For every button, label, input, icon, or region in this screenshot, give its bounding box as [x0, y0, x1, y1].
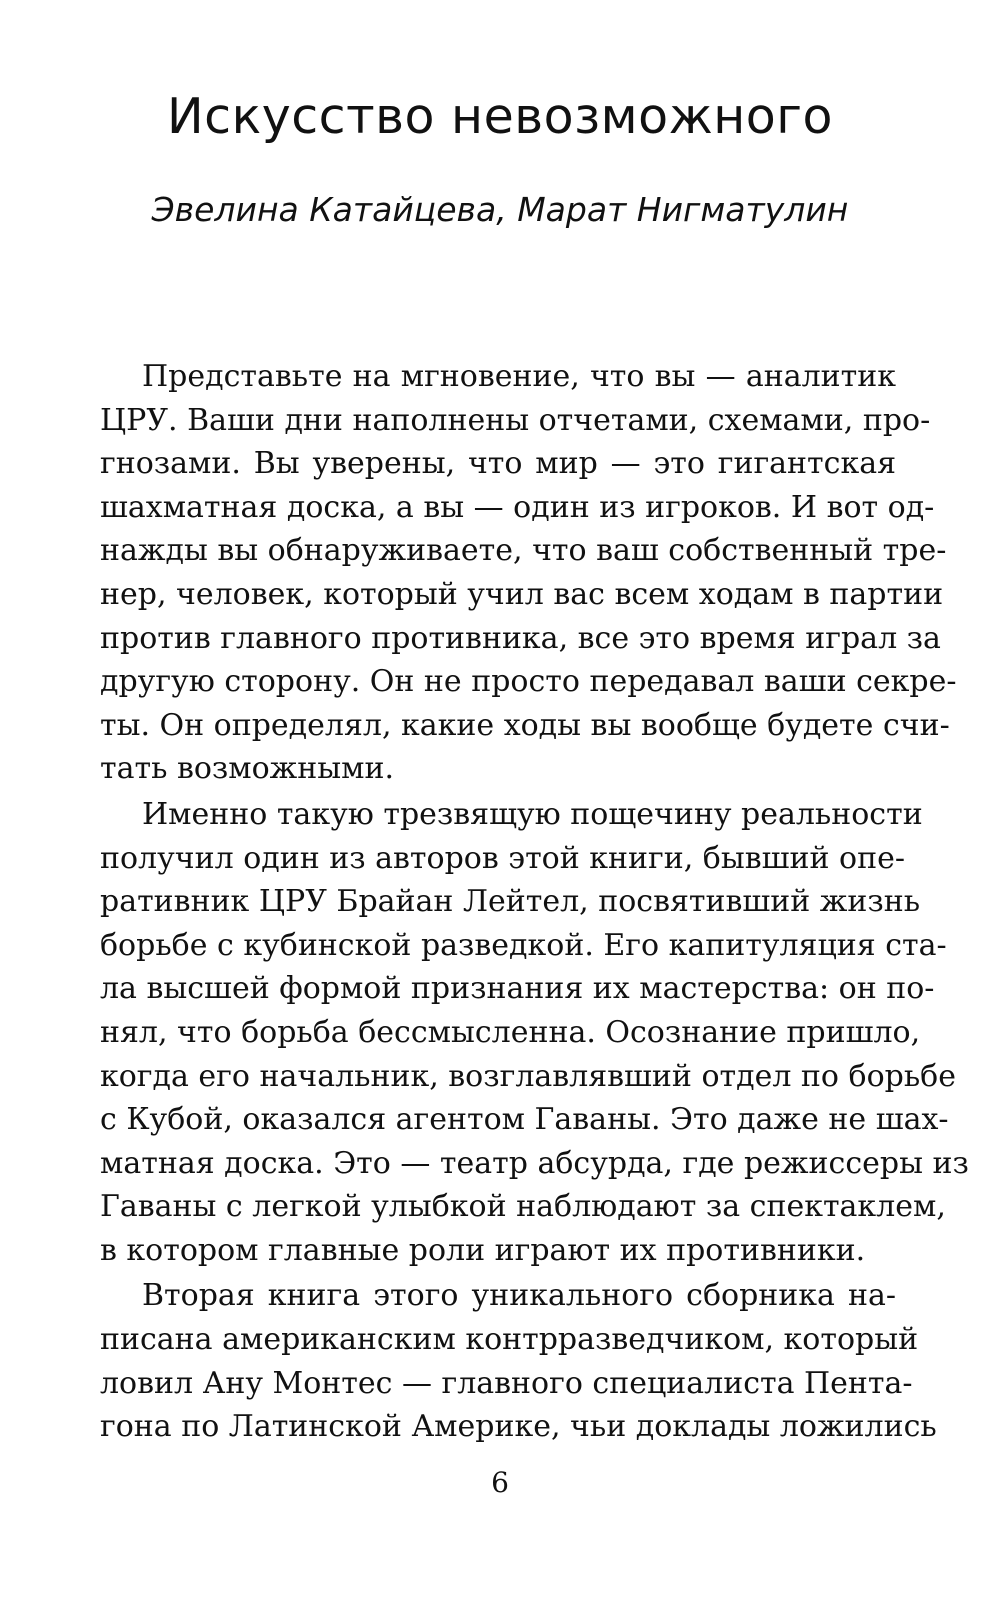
text-line: Именно такую трезвящую пощечину реальности	[142, 796, 923, 832]
text-line: ративник ЦРУ Брайан Лейтел, посвятивший жизнь	[100, 884, 921, 920]
text-line: гона по Латинской Америке, чьи доклады ложились	[100, 1409, 937, 1445]
text-line: Представьте на мгновение, что вы — аналитик	[142, 359, 896, 394]
text-line: Гаваны с легкой улыбкой наблюдают за спектаклем,	[100, 1189, 946, 1225]
chapter-title: Искусство невозможного	[167, 88, 833, 145]
text-line: шахматная доска, а вы — один из игроков. И вот од-	[100, 489, 935, 525]
text-line: Вторая книга этого уникального сборника на-	[142, 1278, 896, 1314]
text-line: получил один из авторов этой книги, бывший опе-	[100, 840, 905, 876]
text-line: с Кубой, оказался агентом Гаваны. Это даже не шах-	[100, 1102, 949, 1138]
text-line: нял, что борьба бессмысленна. Осознание пришло,	[100, 1014, 921, 1050]
text-line: ла высшей формой признания их мастерства: он по-	[100, 971, 935, 1007]
text-line: гнозами. Вы уверены, что мир — это гигантская	[100, 446, 896, 482]
text-line: тать возможными.	[100, 751, 394, 787]
page-number: 6	[491, 1466, 509, 1499]
chapter-authors: Эвелина Катайцева, Марат Нигматулин	[151, 190, 849, 229]
body-text	[100, 355, 969, 1451]
paragraph-1	[100, 355, 957, 791]
text-line: нер, человек, который учил вас всем ходам в партии	[100, 576, 944, 612]
text-line: нажды вы обнаруживаете, что ваш собственный тре-	[100, 533, 947, 569]
text-line: матная доска. Это — театр абсурда, где режиссеры из	[100, 1145, 969, 1181]
text-line: ловил Ану Монтес — главного специалиста Пента-	[100, 1365, 913, 1401]
text-line: против главного противника, все это время играл за	[100, 620, 941, 656]
text-line: борьбе с кубинской разведкой. Его капитуляция ста-	[100, 927, 947, 963]
text-line: писана американским контрразведчиком, который	[100, 1322, 919, 1358]
text-line: когда его начальник, возглавлявший отдел по борьбе	[100, 1058, 956, 1094]
text-line: ЦРУ. Ваши дни наполнены отчетами, схемами, про-	[100, 402, 931, 438]
text-line: в котором главные роли играют их противники.	[100, 1232, 866, 1268]
text-line: ты. Он определял, какие ходы вы вообще будете счи-	[100, 707, 950, 743]
text-line: другую сторону. Он не просто передавал ваши секре-	[100, 664, 957, 700]
paragraph-3	[100, 1274, 937, 1448]
paragraph-2	[100, 793, 969, 1273]
